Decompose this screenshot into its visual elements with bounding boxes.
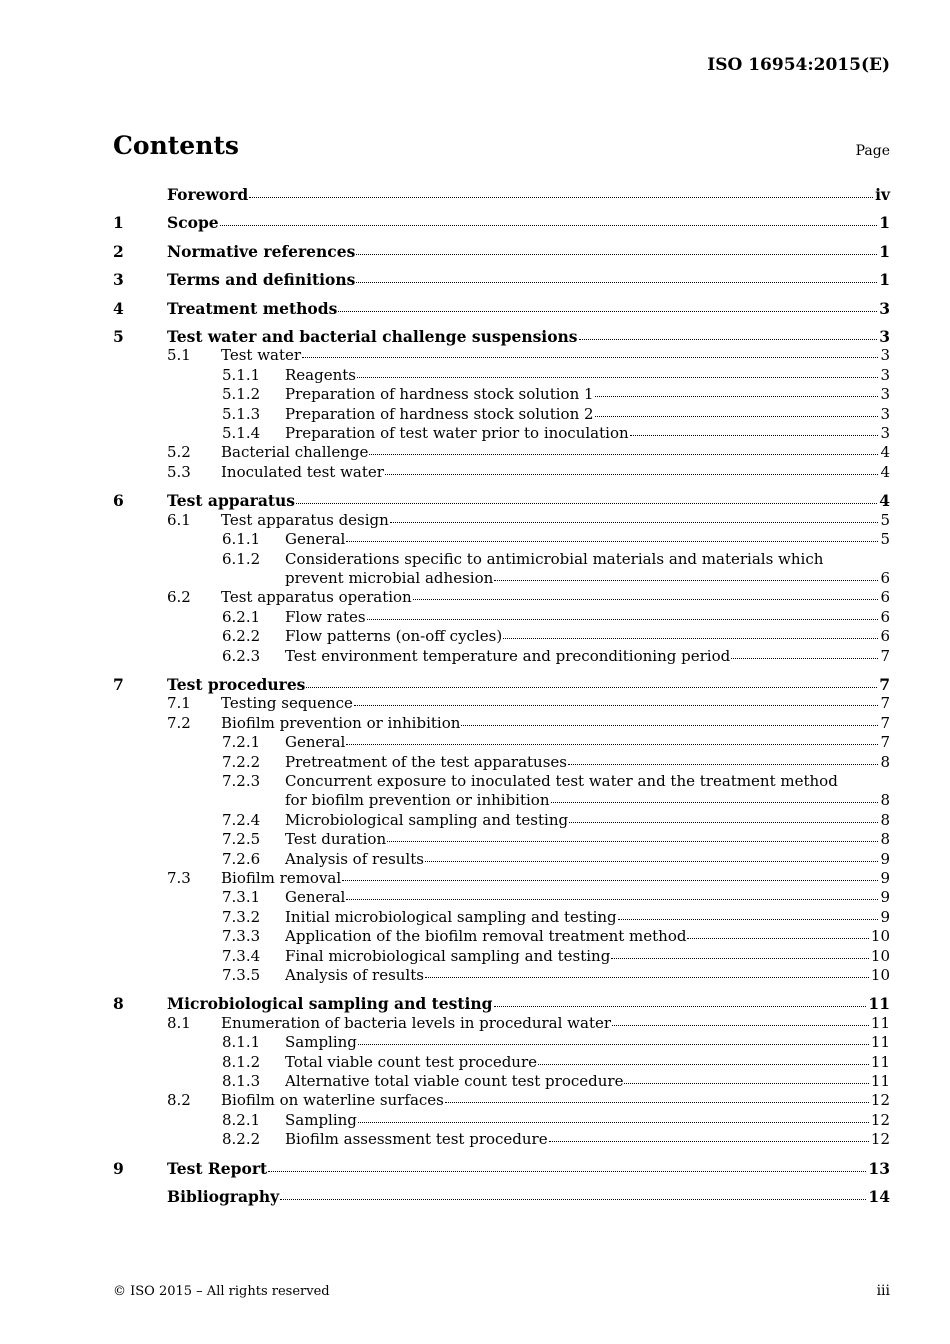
toc-entry-title: General bbox=[285, 733, 346, 752]
toc-entry-page: 11 bbox=[870, 1033, 890, 1052]
toc-entry-number: 6.1.1 bbox=[222, 530, 261, 549]
toc-entry-page: 6 bbox=[880, 588, 890, 607]
toc-entry-page: 7 bbox=[880, 733, 890, 752]
toc-entry[interactable] bbox=[113, 714, 890, 733]
dot-leader bbox=[630, 435, 879, 436]
toc-entry-title: Bibliography bbox=[167, 1187, 280, 1207]
toc-entry-number: 6.2.2 bbox=[222, 627, 261, 646]
dot-leader bbox=[503, 638, 878, 639]
toc-entry-title: Test procedures bbox=[167, 674, 306, 694]
dot-leader bbox=[280, 1199, 866, 1200]
toc-entry-number: 7.1 bbox=[167, 694, 191, 713]
toc-entry-page: 8 bbox=[880, 810, 890, 829]
dot-leader bbox=[551, 802, 879, 803]
dot-leader bbox=[342, 880, 878, 881]
toc-entry-number: 2 bbox=[113, 241, 124, 261]
toc-entry-number: 5.1.3 bbox=[222, 404, 261, 423]
toc-entry[interactable] bbox=[113, 850, 890, 869]
toc-entry[interactable] bbox=[113, 242, 890, 261]
toc-entry-page: 3 bbox=[880, 365, 890, 384]
toc-entry-title: Terms and definitions bbox=[167, 270, 356, 290]
dot-leader bbox=[357, 377, 878, 378]
dot-leader bbox=[358, 1044, 869, 1045]
toc-entry-page: 14 bbox=[868, 1187, 890, 1207]
toc-entry-title: Treatment methods bbox=[167, 298, 338, 318]
toc-entry[interactable] bbox=[113, 366, 890, 385]
toc-entry-number: 6.2 bbox=[167, 588, 191, 607]
toc-entry-page: 4 bbox=[880, 443, 890, 462]
toc-entry-title: Considerations specific to antimicrobial materials and materials which bbox=[285, 549, 824, 568]
toc-entry-title: Biofilm assessment test procedure bbox=[285, 1130, 548, 1149]
toc-entry-number: 3 bbox=[113, 270, 124, 290]
toc-entry-number: 5.1.2 bbox=[222, 385, 261, 404]
dot-leader bbox=[461, 725, 878, 726]
dot-leader bbox=[302, 357, 878, 358]
toc-entry-page: 6 bbox=[880, 627, 890, 646]
dot-leader bbox=[618, 919, 879, 920]
toc-entry-number: 1 bbox=[113, 213, 124, 233]
toc-entry-page: 9 bbox=[880, 907, 890, 926]
toc-entry[interactable] bbox=[113, 213, 890, 232]
toc-entry-page: 10 bbox=[870, 927, 890, 946]
toc-entry[interactable] bbox=[113, 299, 890, 318]
dot-leader bbox=[611, 958, 869, 959]
toc-entry[interactable] bbox=[113, 1072, 890, 1091]
toc-entry-page: 13 bbox=[868, 1158, 890, 1178]
toc-entry-number: 8.2.2 bbox=[222, 1130, 261, 1149]
toc-entry-title: Test Report bbox=[167, 1158, 268, 1178]
toc-entry-number: 7.3.4 bbox=[222, 946, 261, 965]
toc-entry-page: 7 bbox=[880, 694, 890, 713]
toc-entry-number: 4 bbox=[113, 298, 124, 318]
toc-entry-page: 1 bbox=[879, 213, 890, 233]
dot-leader bbox=[494, 1006, 867, 1007]
toc-entry[interactable] bbox=[113, 1159, 890, 1178]
dot-leader bbox=[568, 764, 878, 765]
toc-entry[interactable] bbox=[113, 1033, 890, 1052]
toc-entry-number: 8.2 bbox=[167, 1091, 191, 1110]
toc-entry-title: Initial microbiological sampling and testing bbox=[285, 907, 617, 926]
toc-entry[interactable] bbox=[113, 327, 890, 346]
dot-leader bbox=[425, 861, 879, 862]
toc-entry-page: 1 bbox=[879, 270, 890, 290]
toc-entry-page: 11 bbox=[870, 1072, 890, 1091]
toc-entry[interactable] bbox=[113, 627, 890, 646]
dot-leader bbox=[346, 899, 878, 900]
toc-entry[interactable] bbox=[113, 463, 890, 482]
dot-leader bbox=[306, 687, 877, 688]
toc-entry-number: 9 bbox=[113, 1158, 124, 1178]
toc-entry-page: 9 bbox=[880, 869, 890, 887]
page-column-label: Page bbox=[855, 143, 890, 159]
toc-entry-number: 7.2.3 bbox=[222, 771, 261, 790]
toc-entry-title: Test apparatus design bbox=[221, 510, 389, 529]
toc-entry-page: 4 bbox=[879, 491, 890, 511]
toc-entry[interactable] bbox=[113, 733, 890, 752]
dot-leader bbox=[220, 225, 878, 226]
toc-entry-page: 8 bbox=[880, 791, 890, 810]
toc-entry[interactable] bbox=[113, 830, 890, 849]
toc-entry-title: for biofilm prevention or inhibition bbox=[285, 791, 550, 810]
toc-entry-page: 8 bbox=[880, 752, 890, 771]
toc-entry-title: Sampling bbox=[285, 1110, 357, 1129]
toc-entry[interactable] bbox=[113, 385, 890, 404]
toc-entry-title: Analysis of results bbox=[285, 849, 424, 868]
toc-entry-number: 5.3 bbox=[167, 462, 191, 481]
toc-entry-number: 5.1.4 bbox=[222, 424, 261, 443]
toc-entry-number: 7 bbox=[113, 674, 124, 694]
toc-entry-number: 5.1 bbox=[167, 346, 191, 365]
document-id: ISO 16954:2015(E) bbox=[707, 55, 890, 75]
toc-entry-number: 7.2.5 bbox=[222, 830, 261, 849]
toc-entry-number: 7.2.4 bbox=[222, 810, 261, 829]
footer-page-number: iii bbox=[876, 1283, 890, 1299]
toc-entry[interactable] bbox=[113, 270, 890, 289]
toc-entry-page: 9 bbox=[880, 888, 890, 907]
toc-entry-number: 7.3.3 bbox=[222, 927, 261, 946]
dot-leader bbox=[595, 396, 879, 397]
toc-entry-title: General bbox=[285, 888, 346, 907]
toc-entry[interactable] bbox=[113, 927, 890, 946]
toc-entry-number: 6 bbox=[113, 491, 124, 511]
toc-entry[interactable] bbox=[113, 346, 890, 365]
dot-leader bbox=[494, 580, 878, 581]
toc-entry[interactable] bbox=[113, 1130, 890, 1149]
toc-entry-page: 7 bbox=[880, 646, 890, 665]
toc-entry[interactable] bbox=[113, 694, 890, 713]
toc-entry-number: 5.2 bbox=[167, 443, 191, 462]
toc-entry-number: 8.2.1 bbox=[222, 1110, 261, 1129]
table-of-contents bbox=[113, 185, 890, 1207]
toc-entry-number: 8.1.2 bbox=[222, 1052, 261, 1071]
toc-entry-title: Biofilm prevention or inhibition bbox=[221, 713, 461, 732]
dot-leader bbox=[358, 1122, 869, 1123]
dot-leader bbox=[687, 938, 868, 939]
toc-entry-title: Test apparatus operation bbox=[221, 588, 412, 607]
dot-leader bbox=[346, 744, 878, 745]
toc-entry-title: Preparation of hardness stock solution 1 bbox=[285, 385, 594, 404]
toc-entry-page: 3 bbox=[880, 385, 890, 404]
toc-entry-title: Application of the biofilm removal treatment method bbox=[285, 927, 687, 946]
toc-entry[interactable] bbox=[113, 888, 890, 907]
toc-entry-page: 3 bbox=[879, 327, 890, 347]
toc-entry-page: 3 bbox=[880, 424, 890, 443]
toc-entry[interactable] bbox=[113, 647, 890, 666]
dot-leader bbox=[338, 311, 877, 312]
toc-entry-page: 12 bbox=[870, 1091, 890, 1110]
toc-entry-page: 8 bbox=[880, 830, 890, 849]
footer-copyright: © ISO 2015 – All rights reserved bbox=[113, 1284, 330, 1299]
toc-entry-page: 7 bbox=[879, 674, 890, 694]
dot-leader bbox=[354, 705, 879, 706]
toc-entry-title: Pretreatment of the test apparatuses bbox=[285, 752, 567, 771]
toc-entry-title: Test environment temperature and preconditioning period bbox=[285, 646, 731, 665]
toc-entry-page: 9 bbox=[880, 849, 890, 868]
dot-leader bbox=[356, 254, 877, 255]
toc-entry-title: Analysis of results bbox=[285, 966, 424, 985]
toc-entry[interactable] bbox=[113, 530, 890, 549]
toc-entry-title: Normative references bbox=[167, 241, 356, 261]
toc-entry-title: Enumeration of bacteria levels in procedural water bbox=[221, 1013, 612, 1032]
dot-leader bbox=[538, 1064, 869, 1065]
toc-entry-number: 7.3 bbox=[167, 869, 191, 887]
toc-entry-title: Testing sequence bbox=[221, 694, 353, 713]
toc-entry-number: 7.2.1 bbox=[222, 733, 261, 752]
toc-entry[interactable] bbox=[113, 550, 890, 589]
dot-leader bbox=[356, 282, 877, 283]
toc-entry-page: 10 bbox=[870, 946, 890, 965]
dot-leader bbox=[385, 474, 879, 475]
dot-leader bbox=[249, 197, 873, 198]
dot-leader bbox=[579, 339, 878, 340]
toc-entry-title: Microbiological sampling and testing bbox=[285, 810, 569, 829]
toc-entry-number: 8.1.3 bbox=[222, 1072, 261, 1091]
toc-entry[interactable] bbox=[113, 869, 890, 888]
toc-entry[interactable] bbox=[113, 511, 890, 530]
toc-entry[interactable] bbox=[113, 588, 890, 607]
toc-entry-title: Final microbiological sampling and testing bbox=[285, 946, 611, 965]
toc-entry-page: 6 bbox=[880, 568, 890, 587]
dot-leader bbox=[595, 416, 879, 417]
toc-entry-number: 5.1.1 bbox=[222, 365, 261, 384]
dot-leader bbox=[425, 977, 869, 978]
dot-leader bbox=[369, 454, 878, 455]
toc-entry-page: 5 bbox=[880, 510, 890, 529]
toc-entry[interactable] bbox=[113, 1187, 890, 1206]
toc-entry[interactable] bbox=[113, 405, 890, 424]
toc-entry-title: Bacterial challenge bbox=[221, 443, 369, 462]
toc-entry[interactable] bbox=[113, 947, 890, 966]
toc-entry-title: Sampling bbox=[285, 1033, 357, 1052]
toc-entry-title: Test apparatus bbox=[167, 491, 296, 511]
toc-entry-page: iv bbox=[875, 185, 890, 204]
toc-entry-page: 1 bbox=[879, 241, 890, 261]
toc-entry-page: 3 bbox=[879, 298, 890, 318]
toc-entry[interactable] bbox=[113, 1111, 890, 1130]
toc-entry[interactable] bbox=[113, 424, 890, 443]
toc-entry-title: Inoculated test water bbox=[221, 462, 384, 481]
toc-entry-page: 10 bbox=[870, 966, 890, 985]
toc-entry-number: 6.2.1 bbox=[222, 607, 261, 626]
toc-entry-page: 5 bbox=[880, 530, 890, 549]
dot-leader bbox=[268, 1171, 866, 1172]
toc-entry-title: Reagents bbox=[285, 365, 356, 384]
dot-leader bbox=[624, 1083, 868, 1084]
toc-entry-title: Test water bbox=[221, 346, 302, 365]
toc-entry-number: 8.1.1 bbox=[222, 1033, 261, 1052]
dot-leader bbox=[346, 541, 878, 542]
toc-entry-page: 12 bbox=[870, 1130, 890, 1149]
dot-leader bbox=[387, 841, 878, 842]
toc-entry-number: 8 bbox=[113, 994, 124, 1014]
toc-entry[interactable] bbox=[113, 908, 890, 927]
toc-entry-title: Scope bbox=[167, 213, 219, 233]
toc-entry-title: prevent microbial adhesion bbox=[285, 568, 494, 587]
toc-entry-title: Flow rates bbox=[285, 607, 366, 626]
dot-leader bbox=[445, 1102, 869, 1103]
dot-leader bbox=[612, 1025, 869, 1026]
toc-entry[interactable] bbox=[113, 608, 890, 627]
toc-entry-number: 7.2.2 bbox=[222, 752, 261, 771]
toc-entry[interactable] bbox=[113, 1014, 890, 1033]
toc-entry-title: Flow patterns (on-off cycles) bbox=[285, 627, 503, 646]
toc-entry[interactable] bbox=[113, 443, 890, 462]
dot-leader bbox=[569, 822, 878, 823]
toc-entry[interactable] bbox=[113, 772, 890, 811]
toc-entry-number: 8.1 bbox=[167, 1013, 191, 1032]
toc-entry-title: Preparation of hardness stock solution 2 bbox=[285, 404, 594, 423]
toc-entry-title: Foreword bbox=[167, 185, 249, 204]
toc-entry[interactable] bbox=[113, 675, 890, 694]
toc-entry-page: 11 bbox=[868, 994, 890, 1014]
toc-entry-title: Alternative total viable count test procedure bbox=[285, 1072, 624, 1091]
toc-entry-page: 3 bbox=[880, 404, 890, 423]
dot-leader bbox=[549, 1141, 869, 1142]
toc-entry[interactable] bbox=[113, 491, 890, 510]
toc-entry-title: Microbiological sampling and testing bbox=[167, 994, 493, 1014]
toc-entry-number: 6.2.3 bbox=[222, 646, 261, 665]
toc-entry-number: 7.3.1 bbox=[222, 888, 261, 907]
toc-entry-page: 4 bbox=[880, 462, 890, 481]
toc-entry[interactable] bbox=[113, 811, 890, 830]
dot-leader bbox=[390, 522, 879, 523]
toc-entry-title: Total viable count test procedure bbox=[285, 1052, 538, 1071]
toc-entry-number: 7.3.2 bbox=[222, 907, 261, 926]
toc-entry-title: Biofilm on waterline surfaces bbox=[221, 1091, 444, 1110]
contents-title: Contents bbox=[113, 131, 240, 160]
toc-entry-title: Preparation of test water prior to inoculation bbox=[285, 424, 629, 443]
toc-entry-number: 6.1 bbox=[167, 510, 191, 529]
toc-entry-number: 5 bbox=[113, 327, 124, 347]
toc-entry-title: Test water and bacterial challenge suspensions bbox=[167, 327, 578, 347]
toc-entry[interactable] bbox=[113, 185, 890, 204]
toc-entry-title: Test duration bbox=[285, 830, 387, 849]
toc-entry-title: Biofilm removal bbox=[221, 869, 342, 887]
toc-entry-number: 7.2.6 bbox=[222, 849, 261, 868]
toc-entry-title: Concurrent exposure to inoculated test water and the treatment method bbox=[285, 771, 838, 790]
toc-entry-number: 7.3.5 bbox=[222, 966, 261, 985]
dot-leader bbox=[731, 658, 878, 659]
toc-entry-page: 12 bbox=[870, 1110, 890, 1129]
dot-leader bbox=[296, 503, 877, 504]
toc-entry[interactable] bbox=[113, 1091, 890, 1110]
dot-leader bbox=[367, 619, 879, 620]
toc-entry[interactable] bbox=[113, 994, 890, 1013]
toc-entry[interactable] bbox=[113, 753, 890, 772]
toc-entry-page: 11 bbox=[870, 1052, 890, 1071]
toc-entry-page: 11 bbox=[870, 1013, 890, 1032]
toc-entry-page: 3 bbox=[880, 346, 890, 365]
toc-entry-number: 7.2 bbox=[167, 713, 191, 732]
toc-entry-page: 6 bbox=[880, 607, 890, 626]
toc-entry-number: 6.1.2 bbox=[222, 549, 261, 568]
toc-entry[interactable] bbox=[113, 1053, 890, 1072]
dot-leader bbox=[413, 599, 879, 600]
toc-entry-title: General bbox=[285, 530, 346, 549]
toc-entry[interactable] bbox=[113, 966, 890, 985]
toc-entry-page: 7 bbox=[880, 713, 890, 732]
